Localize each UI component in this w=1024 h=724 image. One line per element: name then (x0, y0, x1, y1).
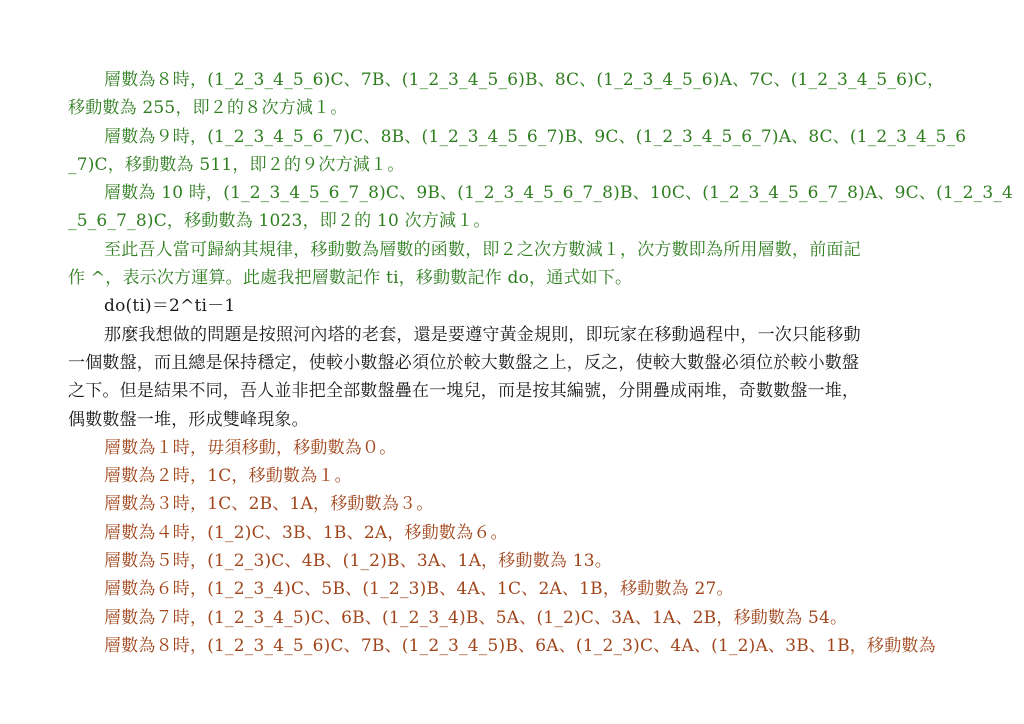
list-item: 層數為５時，(1_2_3)C、4B、(1_2)B、3A、1A，移動數為 13。 (104, 551, 612, 572)
text-line: 之下。但是結果不同，吾人並非把全部數盤疊在一塊兒，而是按其編號，分開疊成兩堆，奇數數盤一堆， (68, 381, 860, 402)
text-line: _7)C，移動數為 511，即２的９次方減１。 (68, 154, 405, 175)
paragraph-layer-10 (68, 179, 1014, 236)
paragraph-layer-8 (68, 66, 960, 123)
twin-peak-list (68, 434, 960, 660)
text-line: 層數為９時，(1_2_3_4_5_6_7)C、8B、(1_2_3_4_5_6_7)B、9C、(1_2_3_4_5_6_7)A、8C、(1_2_3_4_5_6 (104, 126, 967, 147)
list-item: 層數為６時，(1_2_3_4)C、5B、(1_2_3)B、4A、1C、2A、1B，移動數為 27。 (104, 579, 734, 600)
paragraph-summary (68, 236, 960, 293)
list-item: 層數為８時，(1_2_3_4_5_6)C、7B、(1_2_3_4_5)B、6A、(1_2_3)C、4A、(1_2)A、3B、1B，移動數為 (104, 635, 936, 656)
list-item: 層數為２時，1C，移動數為１。 (104, 466, 352, 487)
list-item: 層數為４時，(1_2)C、3B、1B、2A，移動數為６。 (104, 522, 508, 543)
text-line: 偶數數盤一堆，形成雙峰現象。 (68, 409, 309, 430)
list-item: 層數為７時，(1_2_3_4_5)C、6B、(1_2_3_4)B、5A、(1_2)C、3A、1A、2B，移動數為 54。 (104, 607, 848, 628)
text-line: 層數為８時，(1_2_3_4_5_6)C、7B、(1_2_3_4_5_6)B、8C、(1_2_3_4_5_6)A、7C、(1_2_3_4_5_6)C， (104, 70, 945, 90)
text-line: 移動數為 255，即２的８次方減１。 (68, 98, 348, 119)
list-item: 層數為３時，1C、2B、1A，移動數為３。 (104, 494, 434, 515)
text-line: 層數為 10 時，(1_2_3_4_5_6_7_8)C、9B、(1_2_3_4_5_6_7_8)B、10C、(1_2_3_4_5_6_7_8)A、9C、(1_2_3_4 (104, 183, 1014, 204)
formula (68, 292, 960, 320)
document-page (68, 66, 1014, 660)
text-line: 至此吾人當可歸納其規律，移動數為層數的函數，即２之次方數減１，次方數即為所用層數，前面記 (104, 239, 861, 260)
paragraph-layer-9 (68, 123, 967, 180)
text-line: _5_6_7_8)C，移動數為 1023，即２的 10 次方減１。 (68, 211, 491, 232)
text-line: 作 ^，表示次方運算。此處我把層數記作 ti，移動數記作 do，通式如下。 (68, 268, 633, 289)
text-line: 那麼我想做的問題是按照河內塔的老套，還是要遵守黃金規則，即玩家在移動過程中，一次只能移動 (104, 324, 861, 345)
text-line: 一個數盤，而且總是保持穩定，使較小數盤必須位於較大數盤之上，反之，使較大數盤必須位於較小數盤 (68, 352, 860, 373)
list-item: 層數為１時，毋須移動，移動數為０。 (104, 437, 397, 458)
formula-line: do(ti)＝2^ti－1 (104, 296, 236, 317)
paragraph-problem (68, 321, 960, 434)
